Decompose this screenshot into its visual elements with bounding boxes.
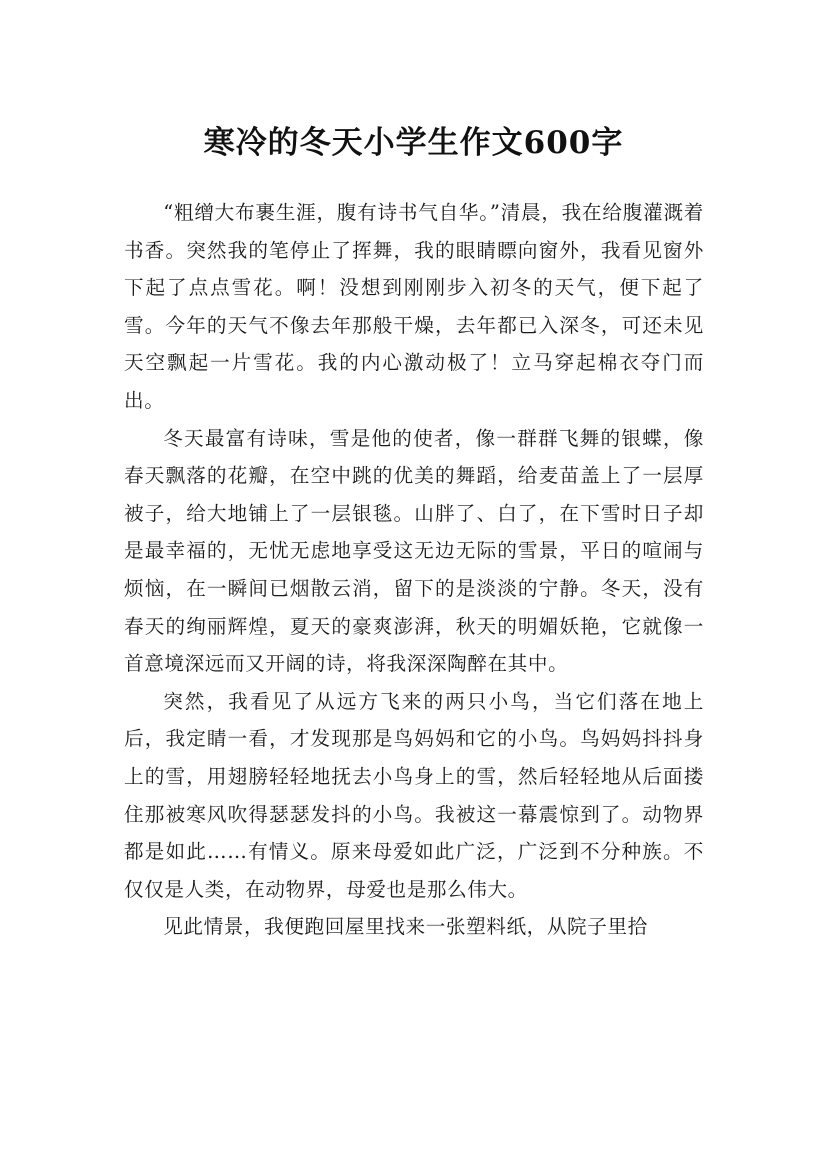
- paragraph-1: “粗缯大布裹生涯，腹有诗书气自华。”清晨，我在给腹灌溉着书香。突然我的笔停止了挥舞，我的眼睛瞟向窗外，我看见窗外下起了点点雪花。啊！没想到刚刚步入初冬的天气，便下起了雪。今年的天气不像去年那般干燥，去年都已入深冬，可还未见天空飘起一片雪花。我的内心激动极了！立马穿起棉衣夺门而出。: [124, 201, 704, 412]
- paragraph-3: 突然，我看见了从远方飞来的两只小鸟，当它们落在地上后，我定睛一看，才发现那是鸟妈妈和它的小鸟。鸟妈妈抖抖身上的雪，用翅膀轻轻地抚去小鸟身上的雪，然后轻轻地从后面搂住那被寒风吹得瑟瑟发抖的小鸟。我被这一幕震惊到了。动物界都是如此……有情义。原来母爱如此广泛，广泛到不分种族。不仅仅是人类，在动物界，母爱也是那么伟大。: [124, 689, 704, 901]
- paragraph-4: 见此情景，我便跑回屋里找来一张塑料纸，从院子里拾: [163, 915, 648, 939]
- essay-body: [124, 194, 704, 946]
- paragraph-2: 冬天最富有诗味，雪是他的使者，像一群群飞舞的银蝶，像春天飘落的花瓣，在空中跳的优美的舞蹈，给麦苗盖上了一层厚被子，给大地铺上了一层银毯。山胖了、白了，在下雪时日子却是最幸福的，无忧无虑地享受这无边无际的雪景，平日的喧闹与烦恼，在一瞬间已烟散云消，留下的是淡淡的宁静。冬天，没有春天的绚丽辉煌，夏天的豪爽澎湃，秋天的明媚妖艳，它就像一首意境深远而又开阔的诗，将我深深陶醉在其中。: [124, 426, 704, 676]
- page-title: 寒冷的冬天小学生作文600字: [203, 124, 624, 161]
